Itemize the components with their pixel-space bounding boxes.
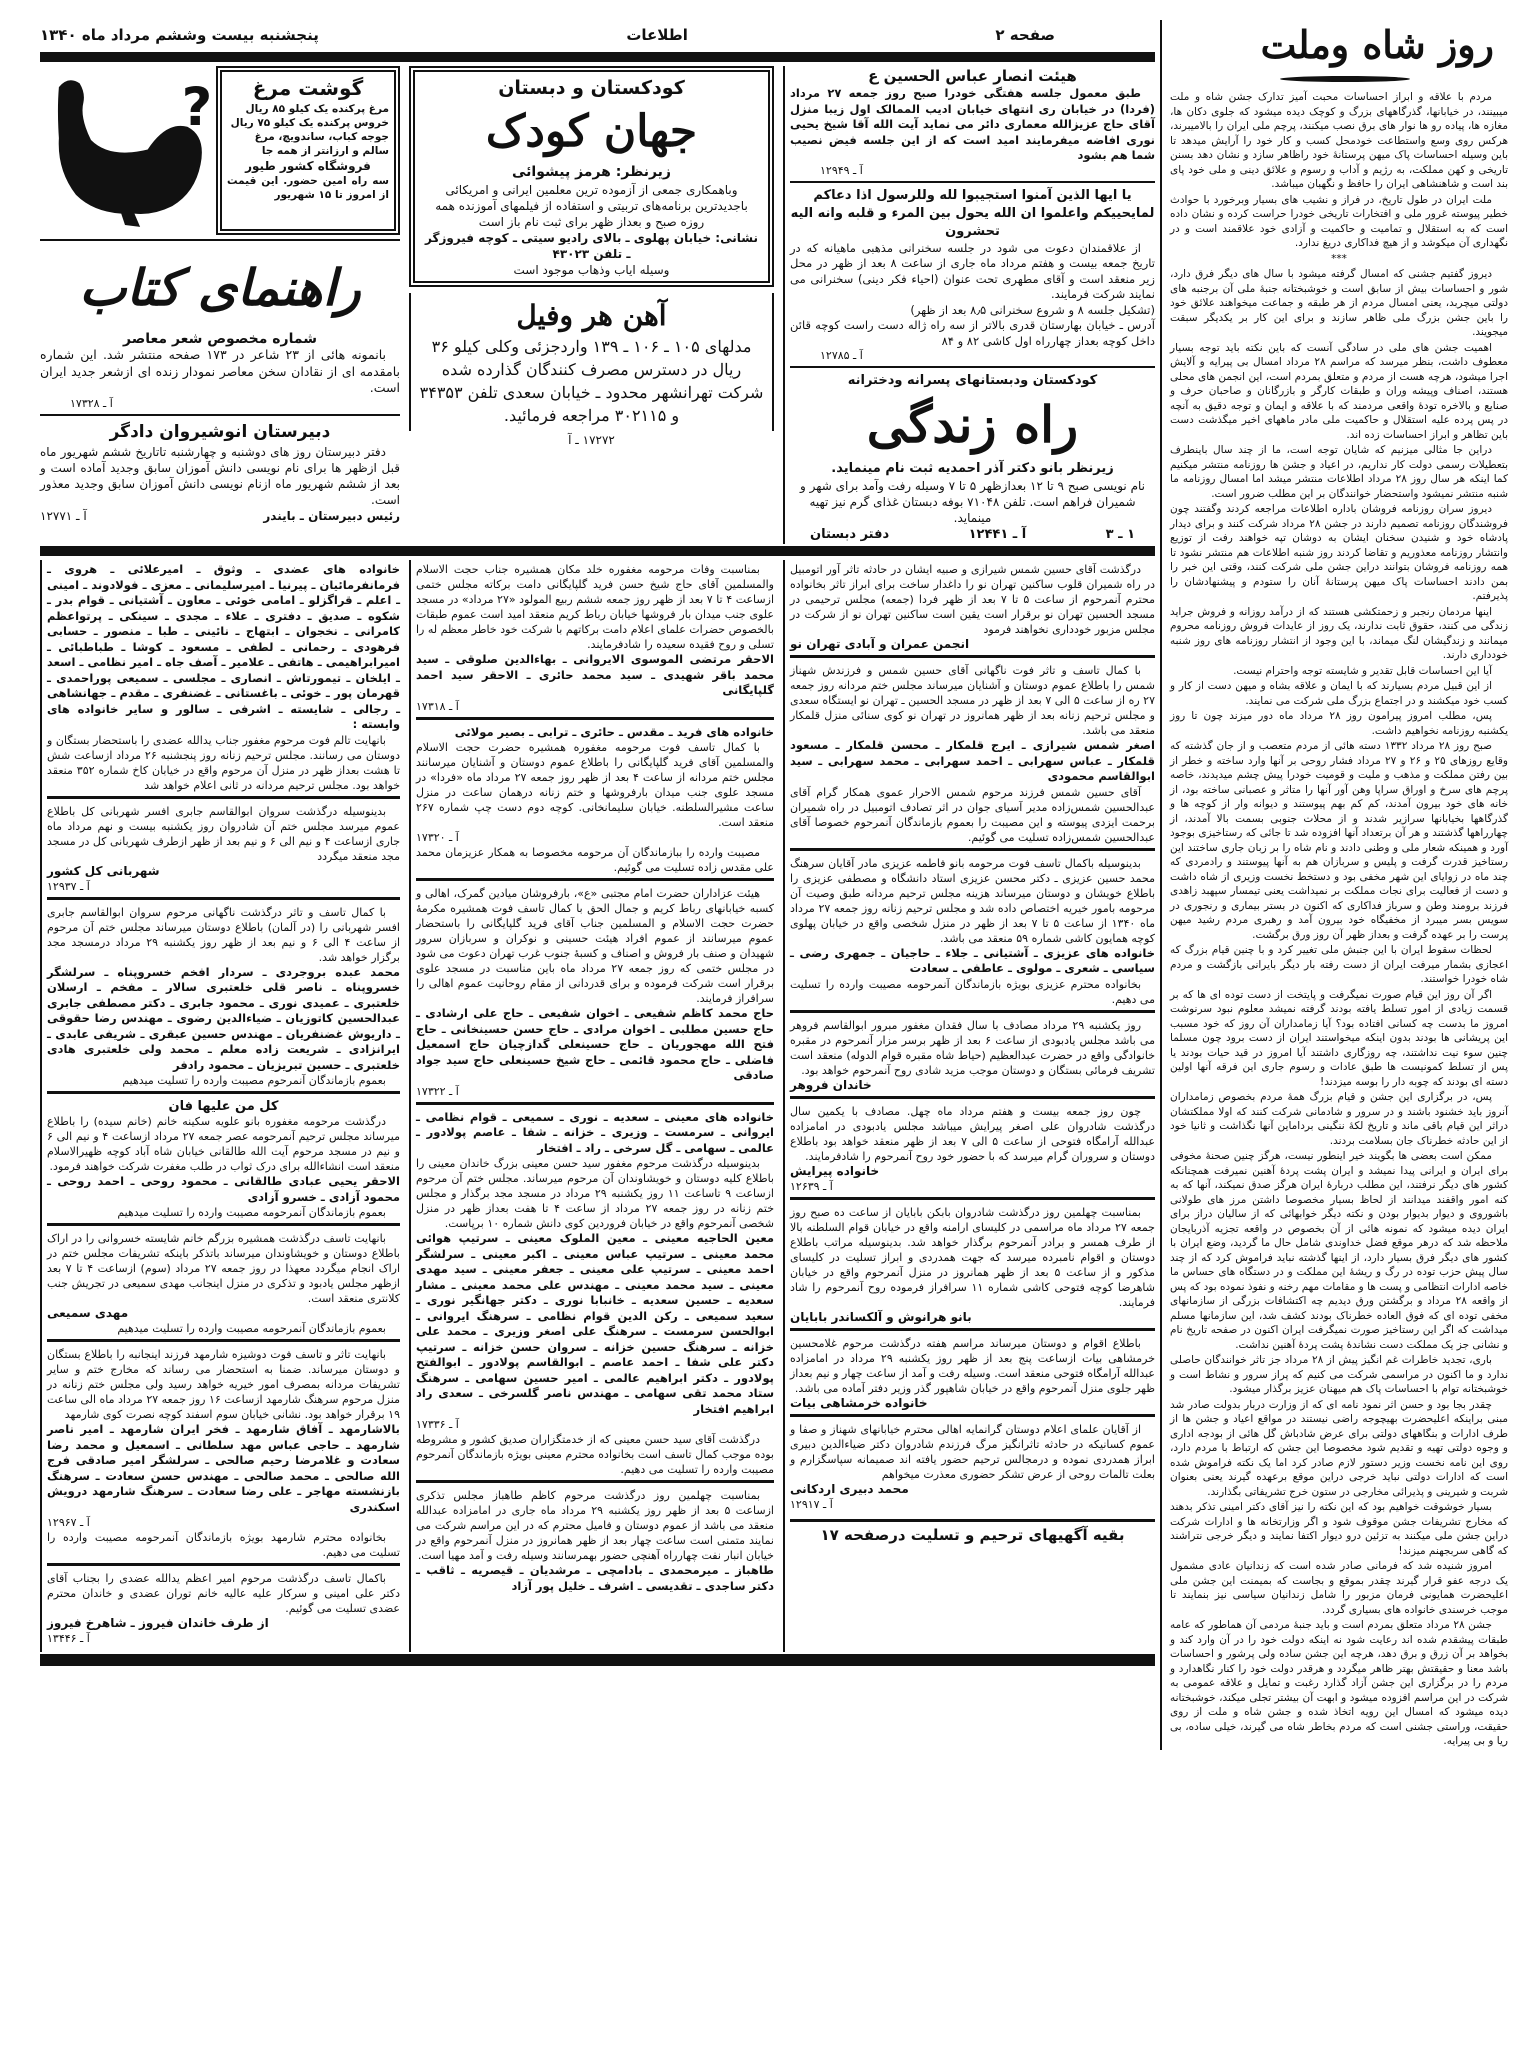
condolence-notice	[790, 661, 1155, 851]
notice-body: بانهایت تاسف درگذشت همشیره بزرگم خانم شایسته خسروانی را در اراک باطلاع دوستان و خویشاوندان میرساند باتذکر باینکه تشریفات مجلس ختم در اراک انجام میگردد معهذا در روز جمعه ۲۷ مرداد (سوم) ازساعت ۴ تا ۷ بعد ازظهر مجلس یادبود و تذکری در منزل اینجانب مهدی سمیعی در تجریش جنب کلانتری منعقد است.	[47, 1232, 401, 1305]
condolence-notice	[47, 802, 400, 900]
notice-body: درگذشت مرحومه مغفوره بانو علویه سکینه خانم (خانم سیده) را باطلاع میرساند مجلس ترحیم آنمرحومه عصر جمعه ۲۷ مرداد ازساعت ۴ و نیم الی ۶ و نیم در مسجد مرحوم آیت الله طالقانی خیابان شاه آباد کوچه ظهیرالاسلام منعقد است انشاءالله برای درک ثواب در طلب مغفرت شرکت خواهند فرمود.	[47, 1115, 401, 1173]
condolence-notice	[47, 1569, 400, 1649]
school-title: دبیرستان انوشیروان دادگر	[109, 421, 331, 442]
notice-code: آ ـ ۱۷۳۲۲	[416, 1084, 459, 1098]
notices-column-left	[40, 560, 400, 1652]
main-area	[40, 20, 1155, 1670]
chicken-price-2: خروس پرکنده یک کیلو ۷۵ ریال	[230, 117, 389, 129]
editorial-paragraph: دیروز سران روزنامه فروشان باداره اطلاعات مراجعه کردند وگفتند چون فروشندگان روزنامه تصمیم دارند در جشن ۲۸ مرداد شرکت کنند و برای دیدار پادشاه خود و شنیدن سخنان ایشان به دوشان تپه خواهند رفت از توزیع وانتشار روزنامه معذوریم و تقاضا کردند روز شنبه اطلاعات هم منتشر نشود تا همه روزنامه فروشان بتوانند دراین جشن ملی شرکت کنند، وقتی این خبر را بمن دادند احساسات پاک میهن پرستانهٔ آنان را ستودم و پیشنهادشان را پذیرفتم.	[1170, 503, 1508, 602]
svg-text:?: ?	[181, 76, 210, 138]
editorial-paragraph: بسیار خوشوقت خواهیم بود که این نکته را نیز آقای دکتر امینی تذکر بدهند که مخارج تشریفات جشن موقوف شود و اگر وزارتخانه ها و ادارات شرکت دراین جشن ملی میکنند به تزئین درو دیوار اکتفا نمایند و دیگر خرجی نتراشند که گاهی سربجهنم میزند!	[1170, 1501, 1508, 1557]
condolence-notice	[47, 1229, 400, 1342]
notice-code: آ ـ ۱۷۳۳۶	[416, 1418, 459, 1431]
issue-date: پنجشنبه بیست وششم مرداد ماه ۱۳۴۰	[40, 26, 319, 44]
chicken-item-3: جوجه کباب، ساندویچ، مرغ	[254, 131, 389, 143]
notice-names: طاهباز ـ میرمحمدی ـ بادامچی ـ مرشدیان ـ قیصریه ـ ثاقب ـ دکتر ساجدی ـ تقدیسی ـ اشرف ـ خلیل پور آزاد	[416, 1563, 774, 1593]
notice-names: بالاشارمهد ـ آفاق شارمهد ـ فخر ایران شارمهد ـ امیر ناصر شارمهد ـ حاجی عباس مهد سلطانی ـ اسمعیل و محمد رضا سعادت و غلامرضا رحیم صالحی ـ سرلشگر امیر صادقی فرج الله صالحی ـ محمد صالحی ـ مهندس حسن سعادت ـ سرهنگ بازنشسته مهاجر ـ علی رضا سعادت ـ سرهنگ شارمهد درویش اسکندری	[47, 1422, 400, 1514]
notice-body: بمناسبت چهلمین روز درگذشت شادروان بابکن بابایان از ساعت ده صبح روز جمعه ۲۷ مرداد ماه مراسمی در کلیسای ارامنه واقع در خیابان قوام السلطنه بالا از طرف همسر و برادر آنمرحوم برگذار خواهد شد. بدینوسیله مراتب باطلاع دوستان و اقوام نامبرده میرسد که جهت همدردی و ابراز تسلیت در کلیسای مذکور و از ساعت ۵ بعد از ظهر همانروز در منزل آنمرحوم واقع در خیابان شاهرضا کوچه فتوحی کاشی شماره ۱۱ سرافراز فرموده روح آنمرحوم را شاد فرمایند.	[790, 1205, 1155, 1309]
chicken-price-1: مرغ پرکنده یک کیلو ۸۵ ریال	[245, 103, 389, 115]
notice-sig: از طرف خاندان فیروز ـ شاهرخ فیروز	[47, 1616, 269, 1630]
ads-column-left	[40, 66, 400, 544]
book-guide-body: بانمونه هائی از ۲۳ شاعر در ۱۷۳ صفحه منتشر شد. این شماره بامقدمه ای از نقادان سخن معاصر نمودار زنده ای ازشعر جدید ایران است.	[40, 347, 400, 395]
page-header	[40, 20, 1155, 50]
rah-zendegi-run: ۱ ـ ۳	[1105, 527, 1135, 542]
editorial-paragraph: چقدر بجا بود و حسن اثر نمود نامه ای که از وزارت دربار بدولت صادر شد مبنی براینکه اعلیحضرت بهیچوجه راضی نیستند در مواقع اعیاد و جشن ها از طرف ادارات و بنگاههای دولتی برای عرض شادباش گل هائی از بودجه اداری و وجوه دولتی تهیه و تقدیم شود مخصوصا این جشن که ارتباط با مردم دارد، روی این نامه نخست وزیر دستور لازم صادر کرد اما یک نکته فراموش شده است که ادارات دولتی نباید خرجی دراین موقع برعهده گیرند یعنی بعنوان شربت و شیرینی و پذیرائی مخارجی در ستون خرج تشریفاتی بگذارند.	[1170, 1398, 1508, 1498]
notice-body: بعموم بازماندگان آنمرحوم مصیبت وارده را تسلیت میدهیم	[122, 1074, 386, 1087]
editorial-paragraph: اگر آن روز این قیام صورت نمیگرفت و پایتخت از دست توده ای ها که بر قسمت زیادی از امور تسلط یافته بودند گرفته نمیشد معلوم نبود سرنوشت امروز ما بدست چه کسانی افتاده بود؟ آیا زمامداران آن روز که خود مسبب این پریشانی ها بودند بدون اینکه میخواستند ایران از دست برود چون مسلما چنین سوء نیت نداشتند، چه روزگاری داشتند آیا امروز در قید حیات بودند یا پس از تسلط کمونیست ها طبق عادات و رسوم جاری این فرقه آنها اولین دسته ای بودند که چوبه دار را بوسه میزدند!	[1170, 988, 1508, 1088]
title-ornament	[1280, 76, 1410, 82]
ads-column-right	[783, 66, 1155, 544]
editorial-paragraph: پس، در برگزاری این جشن و قیام بزرگ همهٔ مردم بخصوص زمامداران آنروز باید خشنود باشند و در سرور و شادمانی شرکت کنند که اولا مملکتشان دراثر این قیام باقی ماند و تاریخ لکهٔ ننگینی برداماین آنها نگذاشت و ثانیا خود از این حادثه خطرناک جان بسلامت بردند.	[1170, 1091, 1508, 1147]
editorial-paragraph: از این قبیل مردم بسیارند که با ایمان و علاقه بشاه و میهن دست از کار و کسب خود میکشند و در اجتماع بزرگ ملی شرکت می نمایند.	[1170, 680, 1508, 707]
school-signature: رئیس دبیرستان ـ بایندر	[263, 508, 400, 523]
editorial-paragraph: صبح روز ۲۸ مرداد ۱۳۳۲ دسته هائی از مردم متعصب و از جان گذشته که وقایع روزهای ۲۵ و ۲۶ و ۲۷ مرداد فشار روحی بر آنها وارد ساخته و خطر از بین رفتن مملکت و مذهب و ملیت و قومیت خودرا پیش چشم میدیدند، خاصه پرچم های سرخ و اوراق سراپا وهن آور آنها را متاثر و عصبانی ساخته بود، از خانه های خود بیرون آمدند، کم کم بهم پیوستند و دیوانه وار از کوچه ها و گذرگاهها بخیابانها سرازیر شدند و از محلات جنوبی بسمت بالا آمدند، از چهارراهها گذشتند و هر آن برتعداد آنها افزوده شد تا جائی که رستاخیزی بوجود آورد و همینکه شعار ملی و وطنی دادند و نام شاه را بر زبان جاری ساختند این رستاخیز قدرت گرفت و پلیس و سربازان هم به آنها پیوستند و رادمردی که چند ماه در زوایای این شهر مخفی بود و دستخط نخست وزیری از شاه داشت و دست از فعالیت برای نجات مملکت بر نمیداشت یعنی تیمسار سپهبد زاهدی فرزند برومند وطن و سرباز فداکاری که اکنون در بستر بیماری و رنجوری در سویس بسر میبرد از مخفیگاه خود بیرون آمد و رهبری مردم رشید میهن پرست را بر عهده گرفت و بعداز ظهر آن روز ورق برگشت.	[1170, 740, 1508, 941]
ads-column-middle	[409, 66, 774, 544]
book-guide-subtitle: شماره مخصوص شعر معاصر	[123, 331, 317, 347]
book-guide-title: راهنمای کتاب	[79, 258, 361, 317]
condolence-notice	[790, 1203, 1155, 1331]
notice-names: محمد عبده بروجردی ـ سردار افخم خسروپناه ـ سرلشگر خسروپناه ـ ناصر قلی خلعتبری سالار ـ مفخم ـ ارسلان خلعتبری ـ عمیدی نوری ـ محمود جابری ـ دکتر مصطفی جابری عبدالحسین کاتوزیان ـ ضیاءالدین رضوی ـ مهندس رضا حقوقی ـ داریوش غضنفریان ـ مهندس حسین عبقری ـ شریفی عابدی ـ ایرانزادی ـ شریعت زاده معلم ـ محمد ولی خلعتبری هادی خلعتبری ـ حسین تبریزیان ـ محمود رادفر	[47, 964, 400, 1072]
condolence-notice	[790, 1016, 1155, 1099]
quran-verse: یا ایها الذین آمنوا استجیبوا لله وللرسول اذا دعاکم لمایحییکم واعلموا ان الله یحول بین المرء و قلبه وانه الیه تحشرون	[790, 187, 1155, 239]
notice-body: بدینوسیله درگذشت سروان ابوالقاسم جابری افسر شهربانی کل باطلاع عموم میرسد مجلس ختم آن شادروان روز یکشنبه بیست و نهم مرداد ماه جاری ازساعت ۴ و نیم الی ۶ و نیم بعد از ظهر ازطرف شهربانی کل در مسجد مجد منعقد میگردد	[47, 804, 400, 863]
notice-heading: کل من علیها فان	[168, 1099, 279, 1114]
notice-code: آ ـ ۱۲۶۳۹	[790, 1179, 833, 1193]
editorial-paragraph: دراین جا مثالی میزنیم که شایان توجه است، ما از چند سال باینطرف بتعطیلات رسمی دولت کار نداریم، در اعیاد و جشن ها روزنامه منتشر میکنیم کما اینکه هر سال روز ۲۸ مرداد اطلاعات منتشر میشد اما امسال روزنامه ما شنبه منتشر نمیشود واستحضار خوانندگان بر این مطلب ضرور است.	[1170, 444, 1509, 500]
notice-body: با کمال تاسف و تاثر فوت ناگهانی آقای حسین شمس و فرزندش شهناز شمس را باطلاع عموم دوستان و آشنایان میرساند مجلس ختم مردانه روز جمعه ۲۷ ره از ساعت ۵ الی ۷ بعد از ظهر در مسجد الحسین ـ تهران نو ایستگاه سعدی و مجلس ترحیم زنانه بعد از ظهر همانروز در تهران نو کوی سنائی منزل قلمکار منعقد می باشد.	[790, 664, 1155, 737]
condolence-notice	[790, 560, 1155, 658]
notices-section	[40, 560, 1155, 1652]
editorial-paragraph: اینها مردمان رنجبر و زحمتکشی هستند که از درآمد روزانه و فروش جراید زندگی می کنند، حقوق ثابت ندارند، یک روز از عایدات فروش روزنامه محروم میمانند و زندگیشان لنگ میماند، با این وجود از انتشار روزنامه های روز شنبه خودداری دارند.	[1170, 605, 1508, 661]
notice-code: آ ـ ۱۷۳۲۰	[416, 831, 459, 844]
page-number: صفحه ۲	[995, 26, 1055, 44]
school-body: دفتر دبیرستان روز های دوشنبه و چهارشنبه تاتاریخ ششم شهریور ماه قبل ازظهر ها برای نام نویسی دانش آموزان سابق وجدید آماده است و بعد از ششم شهریور ماه ازنام نویسی دانش آموزان سابق وجدید معذور است.	[40, 444, 400, 507]
notice-body: با کمال تاسف فوت مرحومه مغفوره همشیره حضرت حجت الاسلام والمسلمین آقای فرید گلپایگانی را باطلاع عموم دوستان و آشنایان میرسانند مجلس ختم مردانه از ساعت ۴ بعد از ظهر روز جمعه ۲۷ مرداد ماه «فردا» در مسجد علوی جنب میدان بارفروشها و ختم زنانه درهمان ساعت در منزل ساعت مشیرالسلطنه. خیابان سلیمانخانی. کوچه دوم دست چپ شماره ۲۶۷ منعقد است.	[416, 741, 774, 829]
notice-body: چون روز جمعه بیست و هفتم مرداد ماه چهل. مصادف با یکمین سال درگذشت شادروان علی اصغر پیرایش میباشد مجلس یادبودی در امامزاده عبدالله آرامگاه فتوحی از ساعت ۵ الی ۷ بعد از ظهر منعقد خواهد بود باطلاع دوستان و سروران گرام میرسد که با حضور خود روح آنمرحوم را شادفرمایند.	[790, 1104, 1156, 1163]
iron-title: آهن هر وفیل	[516, 299, 667, 332]
iron-code: ۱۷۲۷۲ ـ آ	[568, 433, 615, 447]
notice-body: هیئت عزاداران حضرت امام مجتبی «ع»، بارفروشان میادین گمرک، اهالی و کسبه خیابانهای رباط کریم و جمال الحق با کمال تاسف فوت همشیره مکرمهٔ حضرت حجت الاسلام و المسلمین جناب آقای فرید گلپایگانی را باستحضار عموم میرسانند از عموم افراد هیئت حسینی و نوکران و سربازان سرور شهیدان و صنف بار فروش و اصناف و کسبهٔ جنوب غرب تهران دعوت می شود در مجلس ختمی که روز جمعه ۲۷ مرداد ماه باین مناسبت در مسجد علوی برقرار است شرکت فرموده و برای قدردانی از مقام روحانیت عموم اهالی را سرافراز فرمایند.	[416, 887, 774, 1005]
iron-body: مدلهای ۱۰۵ ـ ۱۰۶ ـ ۱۳۹ واردجزئی وکلی کیلو ۳۶ ریال در دسترس مصرف کنندگان گذارده شده	[431, 337, 752, 379]
rah-zendegi-code: آ ـ ۱۲۴۴۱	[968, 527, 1027, 542]
lecture-body: از علاقمندان دعوت می شود در جلسه سخنرانی مذهبی ماهیانه که در تاریخ جمعه بیست و هفتم مرداد ماه جاری از ساعت ۸ بعد از ظهر در محل زیر منعقد است و آقای مطهری تحت عنوان (احیاء فکر دینی) سخنرانی می نمایند شرکت فرمایند.	[790, 240, 1156, 301]
editorial-title: روز شاه وملت	[1260, 22, 1494, 67]
lecture-code: آ ـ ۱۲۷۸۵	[820, 349, 863, 362]
school-code: آ ـ ۱۲۷۷۱	[40, 508, 87, 523]
notice-body: مصیبت وارده را ببازماندگان آن مرحومه مخصوصا به همکار عزیزمان محمد علی مقدس زاده تسلیت می گوئیم.	[416, 846, 774, 874]
notice-names: معین الحاجیه معینی ـ معین الملوک معینی ـ سرتیپ هوائی محمد معینی ـ سرتیپ عباس معینی ـ اکبر معینی ـ سرلشگر احمد معینی ـ سرتیپ علی معینی ـ جعفر معینی ـ سید مهدی معینی ـ سید محمد معینی ـ مهندس علی محمد معینی ـ مشار سعدیه ـ حسین سعدیه ـ خانبابا نوری ـ دکتر جهانگیر نوری ـ سعید سمیعی ـ رکن الدین قوام نظامی ـ سرهنگ ایروانی ـ ابوالحسن سرمست ـ سرهنگ علی اصغر وزیری ـ محمد علی خزانه ـ سرهنگ حسین خزانه ـ سروان حسن خزانه ـ سرتیپ دکتر علی شفا ـ احمد عاصم ـ ابوالقاسم پولادور ـ ابوالفتح پولادور ـ دکتر ابراهیم عالمی ـ امیر حسین سهامی ـ سرهنگ ستاد محمد تقی سهامی ـ مهندس ناصر گلسرخی ـ سعدی راد ابراهیم افتخار	[416, 1231, 774, 1416]
editorial-paragraph: ملت ایران در طول تاریخ، در فراز و نشیب های بسیار وبرخورد با حوادث خطیر پیوسته غرور ملی و افتخارات تاریخی خودرا حراست کرده و نشان داده است که به استقلال و تمامیت و حاکمیت و آزادی خود علاقمند است و در نگهداری آن میکوشد و از هیچ فداکاری دریغ ندارد.	[1170, 193, 1508, 249]
rah-zendegi-director: زیرنظر بانو دکتر آذر احمدیه ثبت نام مینماید.	[831, 461, 1114, 476]
editorial-paragraph: مردم با علاقه و ابراز احساسات محبت آمیز تدارک جشن شاه و ملت میبینند، در خیابانها، گذرگاههای بزرگ و کوچک دیده میشود که جلوی دکان ها، مغازه ها، پیاده رو ها نوار های برق نصب میکنند، پرچم ملی ایران را بالامیبرند، هرکس روی وسع واستطاعت خودمحل کسب و کار خود را آرایش میدهد تا باین وسیله احساسات پاک میهن پرستانهٔ خود راظاهر سازد و نشان دهد بسنن تاریخی و کهن مملکت، به رژیم و آداب و رسوم و علائق دینی و ملی خود پای بند است و شاهنشاهی ایران را حافظ و نگهبان میباشد.	[1170, 91, 1508, 190]
chicken-ad	[216, 66, 400, 235]
editorial-paragraph: آیا این احساسات قابل تقدیر و شایسته توجه واحترام نیست.	[1233, 664, 1492, 677]
divider	[40, 239, 400, 241]
notice-sig: خاندان فروهر	[790, 1077, 872, 1092]
notice-body: درگذشت آقای سید حسن معینی که از خدمتگزاران صدیق کشور و مشروطه بوده موجب کمال تاسف است بخانواده محترم معینی بویژه بازماندگان آنمرحوم مصیبت وارده را تسلیت می دهیم.	[416, 1433, 774, 1476]
notice-sig: بانو هرانوش و آلکساندر بابایان	[790, 1309, 972, 1324]
notice-sig: انجمن عمران و آبادی تهران نو	[790, 637, 970, 651]
notices-column-right	[790, 560, 1155, 1515]
editorial-paragraph: امروز شنیده شد که فرمانی صادر شده است که زندانیان عادی مشمول یک درجه عفو قرار گیرند چقدر بموقع و بجاست که بمیمنت این جشن ملی اعلیحضرت همایونی فرمان مزبور را شامل زندانیان سیاسی نیز بنمایند تا موجب خرسندی خانواده های بسیاری گردد.	[1170, 1560, 1508, 1616]
notice-code: آ ـ ۱۲۹۳۷	[47, 879, 90, 893]
rooster-logo	[40, 66, 210, 235]
kindergarten-address: نشانی: خیابان پهلوی ـ بالای رادیو سیتی ـ کوچه فیروزگر ـ تلفن ۴۳۰۲۳	[425, 231, 758, 261]
notice-code: آ ـ ۱۲۹۶۷	[47, 1516, 90, 1529]
condolence-notice	[416, 723, 774, 882]
header-rule	[40, 52, 1155, 62]
book-guide-ad	[40, 245, 400, 410]
condolence-notice	[790, 1102, 1155, 1200]
notice-body: با کمال تاسف و تاثر درگذشت ناگهانی مرحوم سروان ابوالقاسم جابری افسر شهربانی را (در آلمان) باطلاع دوستان میرساند مجلس ختم آن مرحوم از ساعت ۴ الی ۶ و نیم بعد از ظهر روز یکشنبه ۲۹ مرداد درمسجد مجد برگزار خواهد شد.	[47, 905, 400, 964]
notice-body: بمناسبت چهلمین روز درگذشت مرحوم کاظم طاهباز مجلس تذکری ازساعت ۵ بعد از ظهر روز یکشنبه ۲۹ مرداد ماه جاری در امامزاده عبدالله منعقد می باشد از عموم دوستان و فامیل محترم که در این مراسم شرکت می نمایند متمنی است ساعت چهار بعد از ظهر همانروز در منزل آنمرحوم واقع در خیابان انبار نفت چهارراه آهنچی حضور بهمرسانند وسیله رفت و آمد مهیا است.	[416, 1489, 774, 1562]
notice-names: الاحقر یحیی عبادی طالقانی ـ محمود روحی ـ احمد روحی ـ محمود آزادی ـ خسرو آزادی	[47, 1174, 400, 1204]
condolence-notice	[790, 854, 1155, 1013]
notice-body: بانهایت تالم فوت مرحوم مغفور جناب یدالله عضدی را باستحضار بستگان و دوستان می رسانند. مجلس ترحیم زنانه روز پنجشنبه ۲۶ مرداد ازساعت شش تا هشت بعداز ظهر در منزل آن مرحوم واقع در خیابان کاخ شماره ۳۵۲ منعقد خواهد بود. مجلس ترحیم مردانه در ثانی اعلام خواهد شد	[47, 733, 401, 792]
notice-code: آ ـ ۱۷۳۱۸	[416, 699, 459, 713]
section-rule	[40, 546, 1155, 556]
notice-body: باکمال تاسف درگذشت مرحوم امیر اعظم یدالله عضدی را بجناب آقای دکتر علی امینی و سرکار علیه عالیه خانم توران عضدی و خاندان محترم عضدی تسلیت می گوئیم.	[47, 1572, 400, 1615]
condolence-notice	[47, 1345, 400, 1566]
notice-names: خانواده های معینی ـ سعدیه ـ نوری ـ سمیعی ـ قوام نظامی ـ ایروانی ـ سرمست ـ وزیری ـ خزانه ـ شفا ـ عاصم پولادور ـ عالمی ـ سهامی ـ گل سرخی ـ راد ـ افتخار	[416, 1109, 774, 1155]
book-guide-code: آ ـ ۱۷۳۲۸	[70, 396, 113, 410]
condolence-notice	[790, 1334, 1155, 1417]
kindergarten-ad	[409, 66, 774, 287]
rah-zendegi-signature: دفتر دبستان	[810, 527, 890, 542]
condolence-notice	[416, 884, 774, 1105]
notice-body: روز یکشنبه ۲۹ مرداد مصادف با سال فقدان مغفور مبرور ابوالقاسم فروهر می باشد مجلس یادبودی از ساعت ۶ بعد از ظهر برسر مزار آنمرحوم در مقبره خانوادگی واقع در حضرت عبدالعظیم (حیاط شاه مقبره قوام الدوله) منعقد است تشریف فرمائی بستگان و دوستان موجب مزید شادی روح آنمرحوم خواهد بود.	[790, 1018, 1155, 1077]
notice-code: آ ـ ۱۳۴۴۶	[47, 1632, 90, 1645]
chicken-footer: سه راه امین حضور. این قیمت از امروز تا ۱۵ شهریور	[227, 175, 389, 201]
kindergarten-director: زیرنظر: هرمز پیشوائی	[512, 164, 671, 180]
editorial-paragraph: دیروز گفتیم جشنی که امسال گرفته میشود با سال های دیگر فرق دارد، شور و احساسات بیش از سابق است و خوشبختانه جنبهٔ ملی آن برجنبه های دولتی میچربد، یعنی امسال مردم از هر طبقه و جماعت میخواهند علائق خود را باین جشن بزرگ ملی ظاهر سازند و برای این کار بر یکدیگر سبقت میجویند.	[1170, 268, 1508, 338]
notice-body: بخانواده محترم عزیزی بویژه بازماندگان آنمرحومه مصیبت وارده را تسلیت می دهیم.	[790, 977, 1155, 1006]
lecture-address: آدرس ـ خیابان بهارستان قدری بالاتر از سه راه ژاله دست راست کوچه قائن داخل کوچه بعداز چهارراه اول کاشی ۸۲ و ۸۴	[790, 318, 1155, 348]
notice-sig: مهدی سمیعی	[47, 1306, 129, 1320]
notice-body: بمناسبت وفات مرحومه مغفوره خلد مکان همشیره جناب حجت الاسلام والمسلمین آقای حاج شیخ حسن فرید گلپایگانی دامت برکاته مجلس ختمی ازساعت ۴ تا ۷ بعد از ظهر روز جمعه ششم ربیع المولود «۲۷ مرداد» در مسجد علوی جنب میدان بار فروشها خیابان رباط کریم منعقد امید است عموم طبقات بالخصوص حضرات علمای اعلام دامت برکاتهم با شرکت خود خاطر معظم له را تسلی و روح فقیده سعیده را شادفرمایند.	[416, 563, 774, 651]
iron-ad	[409, 293, 774, 431]
kindergarten-body: وباهمکاری جمعی از آزموده ترین معلمین ایرانی و امریکائی باجدیدترین برنامه‌های تربیتی و استفاده از فیلمهای آموزنده همه روزه صبح و بعداز ظهر برای ثبت نام باز است	[435, 183, 748, 229]
lecture-ad	[790, 187, 1155, 363]
notice-names: الاحقر مرتضی الموسوی الایروانی ـ بهاءالدین صلوقی ـ سید محمد باقر شهیدی ـ سید محمد حائری ـ الاحقر سید احمد گلپایگانی	[416, 652, 774, 697]
kindergarten-title: جهان کودک	[485, 106, 698, 157]
rah-zendegi-body: نام نویسی صبح ۹ تا ۱۲ بعدازظهر ۵ تا ۷ وسیله رفت وآمد برای شهر و شمیران فراهم است. تلفن ۷۱۰۴۸ بوفه دبستان غذای گرم نیز تهیه مینماید.	[799, 479, 1146, 525]
notice-body: بدینوسیله درگذشت مرحوم مغفور سید حسن معینی بزرگ خاندان معینی را باطلاع کلیه دوستان و خویشاوندان آن مرحوم میرساند. مجلس ختم آن مرحوم ازساعت ۹ تاساعت ۱۱ روز یکشنبه ۲۹ مرداد در مسجد مجد برگذار و مجلس ختم زنانه در روز جمعه ۲۷ مرداد از ساعت ۴ تا هفت بعداز ظهر در منزل شخصی آنمرحوم واقع در خیابان فروردین کوی دانش شماره ۱۰ برپاست.	[416, 1157, 774, 1230]
lecture-schedule: (تشکیل جلسه ۸ و شروع سخنرانی ۸٫۵ بعد از ظهر)	[910, 302, 1155, 317]
heyat-body: طبق معمول جلسه هفتگی خودرا صبح روز جمعه ۲۷ مرداد (فردا) در خیابان ری انتهای خیابان ادیب الممالک اول زیبا منزل آقای حاج عزیزالله معماری دائر می نماید آیت الله آقا شیخ یحیی نوری افاضه میفرمایند امید است که از این جلسه فیض نصیب شما هم بشود	[790, 86, 1155, 162]
notice-body: بانهایت تاثر و تاسف فوت دوشیزه شارمهد فرزند اینجانبه را باطلاع بستگان و دوستان میرساند. ضمنا به استحضار می رساند که مخارج ختم و سایر تشریفات مردانه بمصرف امور خیریه خواهد رسید ولی مجلس ختم زنانه در منزل مرحوم سرهنگ شارمهد ازساعت ۱۶ روز جمعه ۲۷ مرداد ماه الی ساعت ۱۹ برقرار خواهد بود. نشانی خیابان سوم اسفند کوچه نصرت کوی شارمهد	[47, 1348, 400, 1421]
editorial-paragraph: باری، تجدید خاطرات غم انگیز پیش از ۲۸ مرداد جز تاثر خوانندگان حاصلی ندارد و ما اکنون در مراسمی شرکت می کنیم که پراز سرور و نشاط است و خوشبختانه توام با احساسات پاک هم میهنان عزیز برگذار میشود.	[1170, 1354, 1508, 1395]
condolence-notice	[790, 1420, 1155, 1515]
condolence-notice	[416, 560, 774, 720]
chicken-store: فروشگاه کشور طیور	[245, 159, 371, 173]
notice-sig: خانواده خرمشاهی بیات	[790, 1395, 928, 1410]
condolence-notice	[47, 903, 400, 1095]
editorial-paragraph: ممکن است بعضی ها بگویند خیر اینطور نیست، هرگز چنین صحنهٔ مخوفی برای ایران و ایرانی پیدا نمیشد و ایران پشت پردهٔ آهنین نمیرفت همچنانکه کشور های دیگر نرفتند، این مطلب دربارهٔ ایران هرگز صدق نمیکند، آنها که به کنه امور واقفند میدانند از لحاظ بسیار مخصوصا داشتن مرز های طولانی باشوروی و دیوار بدیوار بودن و نکته دیگر خوابهائی که از سالیان دراز برای ایران دیده میشود که نمونه هائی از آن بخصوص در واقعه تجزیه آذربایجان ملاحظه شد که درهر موقع فضل خداوندی شامل حال ما گردید، وضع ایران با کشور های دیگر فرق بسیار دارد، از اینها گذشته نباید فراموش کرد که از چند سال پیش حزب توده در رگ و ریشهٔ این مملکت و در دستگاه های حساس ما خاصه ادارات انتظامی و پست ها و مقامات مهم رخنه و نفوذ نموده بود که پس از واقعه ۲۸ مرداد و برگشتن ورق دیدیم چه اکتشافات بزرگی از سازمانهای مخفی توده ای که فوق العاده خطرناک بودند کشف شد، این سازمانها مسلم میداشت که اگر این رستاخیز صورت نمیگرفت ایران اکنون در صفحه تاریخ نام و نشانی جز یک مملکت دست نشاندهٔ پشت پردهٔ آهنین نداشت.	[1170, 1150, 1509, 1351]
rah-zendegi-title: راه زندگی	[866, 395, 1079, 454]
chicken-title: گوشت مرغ	[252, 76, 364, 100]
notices-column-middle	[409, 560, 774, 1652]
heyat-title: هیئت انصار عباس الحسین ع	[868, 67, 1077, 85]
rooster-icon	[40, 66, 210, 231]
paper-name: اطلاعات	[626, 26, 688, 44]
condolence-notice	[416, 1108, 774, 1484]
editorial-paragraph: پس، مطلب امروز پیرامون روز ۲۸ مرداد ماه دور میزند چون تا روز یکشنبه روزنامه نخواهیم داشت.	[1170, 710, 1508, 737]
notice-body: بدینوسیله باکمال تاسف فوت مرحومه بانو فاطمه عزیزی مادر آقایان سرهنگ محمد حسین عزیزی ـ دکتر محسن عزیزی استاد دانشگاه و مصطفی عزیزی را باطلاع خویشان و دوستان میرساند هزینه مجلس ترحیم مردانه طبق وصیت آن مرحومه بامور خیریه اختصاص داده شد و مجلس ترحیم زنانه روز جمعه ۲۷ مرداد ماه ۱۳۴۰ از ساعت ۵ تا ۷ بعد از ظهر در منزل شخصی واقع در خیابان پهلوی کوچه همایون کاشی شماره ۵۹ منعقد می باشد.	[790, 856, 1156, 945]
condolence-notice	[416, 1486, 774, 1597]
section-break: ***	[1331, 252, 1347, 265]
divider	[790, 366, 1155, 368]
editorial-paragraph: اهمیت جشن های ملی در سادگی آنست که باین نکته باید توجه بسیار معطوف داشت، بنظر میرسد که مراسم ۲۸ مرداد امسال بی پیرایه و آلایش اجرا میشود، هرچه هست از مردم و متعلق بمردم است، این انجمن های محلی هستند، اصناف وپیشه وران و طبقات کارگر و بازرگانان و صاحبان حرف و صنایع و بالاخره تودهٔ واقعی مردمند که با علاقه و ایمان و توجه دقیق به آنچه در پس پرده علیه استقلال و حاکمیت ملی مادر ماههای اخیر میگذشت دست باین تظاهر و ابراز احساسات زده اند.	[1170, 341, 1509, 441]
notice-body: از آقایان علمای اعلام دوستان گرانمایه اهالی محترم خیابانهای شهناز و صفا و عموم کسانیکه در حادثه تاثرانگیز مرگ فرزندم شادروان دکتر ضیاءالدین دبیری ابراز همدردی نموده و درمجالس ترحیم حضور یافته اند صمیمانه سپاسگزارم و بعلت تالمات روحی از عرض تشکر حضوری معذرت میخواهم	[790, 1422, 1155, 1481]
notice-sig: خانواده پیرایش	[790, 1163, 880, 1178]
ads-section	[40, 66, 1155, 544]
notice-names: حاج محمد کاظم شفیعی ـ اخوان شفیعی ـ حاج علی ارشادی ـ حاج حسین مطلبی ـ اخوان مرادی ـ حاج حسن حسینخانی ـ حاج فتح الله مهجوریان ـ حاج حسینعلی گدازچیان حاج اسمعیل فاضلی ـ حاج محمود قائمی ـ حاج شیخ حسینعلی حاج سید جواد صادقی	[416, 1006, 774, 1082]
notice-names: خانواده های فرید ـ مقدس ـ حائری ـ ترابی ـ بصیر مولائی	[454, 724, 774, 739]
footer-rule	[40, 1654, 1155, 1666]
notice-body: درگذشت آقای حسین شمس شیرازی و صبیه ایشان در حادثه تاثر آور اتومبیل در راه شمیران قلوب ساکنین تهران نو را داغدار ساخت برای ابراز تاثر بخانواده محترم آنمرحوم از ساعت ۵ تا ۷ بعد از ظهر فردا (جمعه) مجلس ترحیمی در مسجد الحسین تهران نو برقرار است یقین است ساکنین تهران نو از شرکت در مجلس مزبور خودداری نخواهند فرمود	[790, 563, 1155, 636]
notice-body: بعموم بازماندگان آنمرحومه مصیبت وارده را تسلیت میدهیم	[117, 1206, 386, 1219]
editorial-column	[1160, 20, 1508, 1750]
kindergarten-kicker: کودکستان و دبستان	[498, 77, 685, 99]
editorial-paragraph: لحظات سقوط ایران با این جنبش ملی تغییر کرد و با چنین قیام بزرگ که اعجازی بشمار میرفت ایران از دست رفته بار دیگر بایرانی بازگشت و مردم شاه خودرا خواستند.	[1170, 944, 1508, 985]
rah-zendegi-kicker: کودکستان ودبستانهای پسرانه ودخترانه	[847, 373, 1098, 388]
notice-names: خانواده های عزیزی ـ آشتیانی ـ جلاء ـ حاجیان ـ جمهری رضی ـ سیاسی ـ شعری ـ مولوی ـ عاطفی ـ سعادت	[790, 945, 1155, 975]
condolence-notice	[47, 1097, 400, 1226]
notice-code: آ ـ ۱۲۹۱۷	[790, 1497, 833, 1511]
condolence-notice	[47, 560, 400, 799]
divider	[790, 181, 1155, 183]
kindergarten-note: وسیله ایاب وذهاب موجود است	[513, 263, 670, 277]
notice-body: بخانواده محترم شارمهد بویژه بازماندگان آنمرحومه مصیبت وارده را تسلیت می دهیم.	[47, 1531, 400, 1559]
school-ad	[40, 420, 400, 524]
notice-names: خانواده های عضدی ـ وثوق ـ امیرعلائی ـ هروی ـ فرمانفرمائیان ـ پیرنیا ـ امیرسلیمانی ـ معزی ـ فولادوند ـ امینی ـ اعلم ـ قراگزلو ـ امامی خوئی ـ معاون ـ آشتیانی ـ قوام بدر ـ شکوه ـ صدیق ـ دفتری ـ علاء ـ مجدی ـ سینکی ـ پرتواعظم کامرانی ـ نخجوان ـ ابتهاج ـ نائینی ـ طبا ـ منصور ـ حسابی فرهودی ـ رحمانی ـ لطفی ـ مسعود ـ کوشا ـ طباطبائی ـ امیرابراهیمی ـ هاتفی ـ علامیر ـ آصف جاه ـ امیر نظامی ـ اسعد ـ ایلخان ـ تیمورتاش ـ انصاری ـ مجلسی ـ سمیعی پوراحمدی ـ قهرمان پور ـ خوئی ـ باغستانی ـ غضنفری ـ مقدم ـ جهانشاهی ـ رجالی ـ شایسته ـ اشرفی ـ سالور و سایر خانواده های وابسته :	[47, 562, 400, 731]
editorial-paragraph: جشن ۲۸ مرداد متعلق بمردم است و باید جنبهٔ مردمی آن هماطور که عامه طبقات پیشقدم شده اند رعایت شود نه اینکه دولت خود را در آن وارد کند و بخواهد بر آن زرق و برق دهد، هرچه این جشن ساده ولی پرشور و احساسات باشد معنا و حقیقتش بهتر ظاهر میگردد و هرقدر دولت خود را کنار نگاهدارد و مردم را در برگزاری این جشن آزاد گذارد رغبت و تمایل و علاقه عمومی به شرکت در این مراسم افزوده میشود و ابهت آن بیشتر تجلی میکند، خوشبختانه دیده میشود که امسال این رویه اتخاذ شده و جشن شاه و ملت از روی حقیقت، وراستی جشنی است که مردم بخاطر شاه می گیرند، خیلی ساده، بی ریا و بی پیرایه.	[1170, 1619, 1508, 1747]
divider	[40, 414, 400, 416]
notice-body: آقای حسین شمس فرزند مرحوم شمس الاحرار عموی همکار گرام آقای عبدالحسین شمس‌زاده مدیر آسیای جوان در اثر تصادف اتومبیل در راه شمیران برحمت ایزدی پیوسته و این مصیبت را بعموم بازماندگان آنمرحوم خصوصا آقای عبدالحسین شمس‌زاده تسلیت می گوئیم.	[790, 785, 1155, 844]
notice-names: اصغر شمس شیرازی ـ ایرج قلمکار ـ محسن قلمکار ـ مسعود قلمکار ـ عباس سهرابی ـ احمد سهرابی ـ محمد سهرابی ـ سید ابوالقاسم محمودی	[790, 738, 1155, 783]
chicken-item-4: سالم و ارزانتر از همه جا	[261, 145, 389, 157]
notice-sig: شهربانی کل کشور	[47, 863, 160, 878]
rah-zendegi-ad	[790, 372, 1155, 544]
notice-body: بعموم بازماندگان آنمرحومه مصیبت وارده را تسلیت میدهیم	[117, 1322, 386, 1335]
iron-contact: شرکت تهرانشهر محدود ـ خیابان سعدی تلفن ۳۴۳۵۳ و ۳۰۲۱۱۵ مراجعه فرمائید.	[419, 383, 764, 425]
heyat-ad	[790, 66, 1155, 177]
notice-body: باطلاع اقوام و دوستان میرساند مراسم هفته درگذشت مرحوم غلامحسین خرمشاهی بیات ازساعت پنج بعد از ظهر روز یکشنبه ۲۹ مرداد در امامزاده عبدالله آرامگاه فتوحی منعقد است. وسیله رفت و آمد از ساعت چهار و نیم بعداز ظهر جلوی منزل آنمرحوم واقع در خیابان شاهپور گذر وزیر دفتر آماده می باشد.	[790, 1336, 1156, 1395]
editorial-body	[1170, 90, 1508, 1749]
continued-note: بقیه آگهیهای ترحیم و تسلیت درصفحه ۱۷	[790, 1519, 1155, 1544]
notice-sig: محمد دبیری اردکانی	[790, 1481, 909, 1496]
heyat-code: آ ـ ۱۲۹۴۹	[820, 163, 863, 177]
